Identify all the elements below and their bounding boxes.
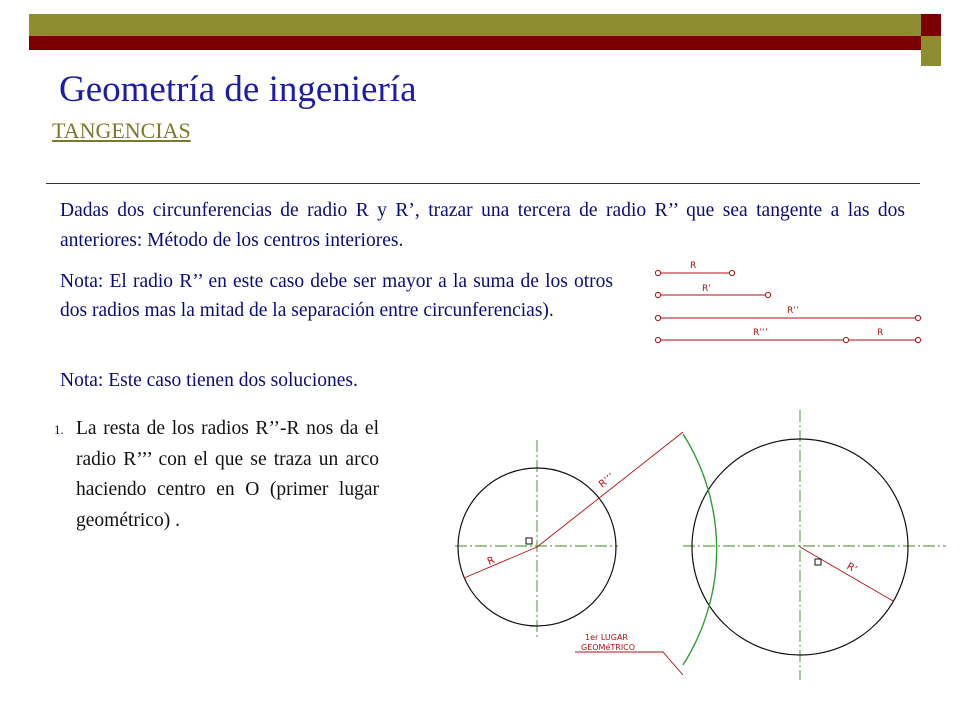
note-radius: Nota: El radio R’’ en este caso debe ser mayor a la suma de los otros dos radios mas la mitad de la separación entre circunferencias).: [60, 271, 613, 321]
center-marker-o: [526, 538, 532, 544]
step-number: 1.: [54, 422, 64, 437]
label-r-prime: R’: [844, 561, 859, 576]
legend-point: [765, 292, 770, 297]
legend-label-r-end: R: [877, 328, 884, 338]
step-text: La resta de los radios R’’-R nos da el radio R’’’ con el que se traza un arco haciendo centro en O (primer lugar geométrico) .: [76, 418, 379, 531]
center-marker-right: [815, 559, 821, 565]
legend-label-r-prime: R’: [702, 284, 712, 294]
legend-point: [655, 270, 660, 275]
label-r: R: [485, 554, 497, 568]
legend-point: [655, 292, 660, 297]
locus-label-line1: 1er LUGAR: [585, 633, 628, 642]
legend-label-r: R: [690, 261, 697, 271]
radius-r-triple-line: [537, 432, 683, 547]
page-subtitle[interactable]: TANGENCIAS: [52, 118, 191, 143]
legend-point: [729, 270, 734, 275]
legend-label-r-triple: R’’’: [753, 328, 768, 338]
page-title: Geometría de ingeniería: [59, 69, 417, 110]
radius-r-line: [464, 547, 537, 578]
intro-paragraph: Dadas dos circunferencias de radio R y R’, trazar una tercera de radio R’’ que sea tangente a las dos anteriores: Método de los centros interiores.: [60, 200, 905, 251]
main-diagram-labels: [486, 472, 859, 652]
label-r-triple: R’’’: [597, 471, 617, 491]
legend-point: [655, 315, 660, 320]
note-solutions: Nota: Este caso tienen dos soluciones.: [60, 370, 358, 391]
locus-label-line2: GEOMéTRICO: [581, 643, 636, 652]
legend-label-r-double: R’’: [787, 306, 799, 316]
main-diagram: [455, 410, 946, 680]
locus-leader-line: [575, 652, 683, 675]
first-locus-arc: [683, 434, 717, 665]
legend-point: [655, 337, 660, 342]
legend-point: [915, 337, 920, 342]
radius-r-prime-line: [800, 547, 893, 601]
legend-point: [843, 337, 848, 342]
legend-point: [915, 315, 920, 320]
